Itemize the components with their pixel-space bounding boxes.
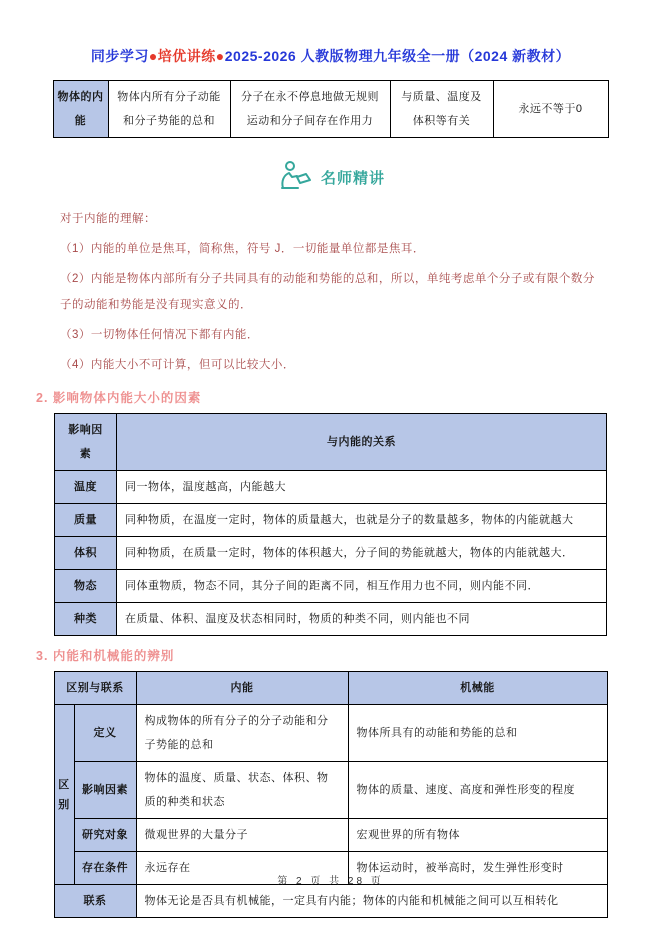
- table-header-row: [55, 414, 607, 471]
- internal-energy-cell: 永远存在: [136, 852, 348, 885]
- factor-label: 种类: [55, 603, 117, 636]
- table-row: [55, 537, 607, 570]
- notes-item-1: （1）内能的单位是焦耳，简称焦，符号 J．一切能量单位都是焦耳．: [60, 243, 425, 255]
- table-row: [53, 81, 608, 138]
- compare-header-cell: 区别与联系: [54, 672, 136, 705]
- title-segment-red: ●培优讲练●: [148, 48, 225, 64]
- summary-row-label: 物体的内能: [53, 81, 108, 138]
- factor-label: 质量: [55, 504, 117, 537]
- section-2-heading: 2. 影响物体内能大小的因素: [36, 391, 202, 405]
- mechanical-energy-header-cell: 机械能: [348, 672, 607, 705]
- page-number-footer: 第 2 页 共 28 页: [277, 876, 384, 887]
- influence-factors-table: [54, 413, 607, 636]
- notes-intro: 对于内能的理解：: [60, 213, 156, 225]
- section-3-heading: 3. 内能和机械能的辨别: [36, 649, 175, 663]
- internal-energy-cell: 物体的温度、质量、状态、体积、物质的种类和状态: [136, 762, 348, 819]
- document-header-title: [0, 0, 661, 66]
- compare-row-label: 定义: [74, 705, 136, 762]
- understanding-notes: [60, 206, 605, 378]
- mechanical-energy-cell: 物体的质量、速度、高度和弹性形变的程度: [348, 762, 607, 819]
- notes-item-4: （4）内能大小不可计算，但可以比较大小．: [60, 359, 295, 371]
- factor-label: 物态: [55, 570, 117, 603]
- factor-label: 温度: [55, 471, 117, 504]
- difference-group-label: 区别: [54, 705, 74, 885]
- table-row: [55, 603, 607, 636]
- teacher-lecture-badge: [0, 160, 661, 194]
- factor-text: 同一物体，温度越高，内能越大: [117, 471, 607, 504]
- summary-cell-definition: 物体内所有分子动能和分子势能的总和: [108, 81, 230, 138]
- mechanical-energy-cell: 物体所具有的动能和势能的总和: [348, 705, 607, 762]
- factor-text: 同体重物质，物态不同，其分子间的距离不同，相互作用力也不同，则内能不同．: [117, 570, 607, 603]
- table-header-row: [54, 672, 607, 705]
- notes-item-2: （2）内能是物体内部所有分子共同具有的动能和势能的总和，所以，单纯考虑单个分子或有限个数分子的动能和势能是没有现实意义的．: [60, 273, 595, 311]
- table-row: [55, 504, 607, 537]
- internal-energy-cell: 微观世界的大量分子: [136, 819, 348, 852]
- summary-cell-factors: 与质量、温度及体积等有关: [390, 81, 493, 138]
- teacher-lecture-label: 名师精讲: [320, 169, 385, 187]
- link-row-text: 物体无论是否具有机械能，一定具有内能；物体的内能和机械能之间可以互相转化: [136, 885, 607, 918]
- table-row: [55, 471, 607, 504]
- table-row: [54, 705, 607, 762]
- relation-header-cell: 与内能的关系: [117, 414, 607, 471]
- title-segment-blue: 同步学习: [90, 48, 149, 64]
- title-segment-blue2: 2025-2026 人教版物理九年级全一册（2024 新教材）: [224, 48, 571, 64]
- compare-row-label: 存在条件: [74, 852, 136, 885]
- internal-energy-summary-table: [53, 80, 609, 138]
- compare-row-label: 研究对象: [74, 819, 136, 852]
- mechanical-energy-cell: 宏观世界的所有物体: [348, 819, 607, 852]
- table-row: [55, 570, 607, 603]
- table-row: [54, 762, 607, 819]
- summary-cell-value: 永远不等于0: [493, 81, 608, 138]
- internal-energy-header-cell: 内能: [136, 672, 348, 705]
- factor-label: 体积: [55, 537, 117, 570]
- table-row: [54, 819, 607, 852]
- factor-text: 同种物质，在质量一定时，物体的体积越大，分子间的势能就越大，物体的内能就越大．: [117, 537, 607, 570]
- notes-item-3: （3）一切物体任何情况下都有内能．: [60, 329, 259, 341]
- factor-text: 在质量、体积、温度及状态相同时，物质的种类不同，则内能也不同: [117, 603, 607, 636]
- summary-cell-cause: 分子在永不停息地做无规则运动和分子间存在作用力: [230, 81, 390, 138]
- compare-row-label: 影响因素: [74, 762, 136, 819]
- mechanical-energy-cell: 物体运动时，被举高时，发生弹性形变时: [348, 852, 607, 885]
- link-row-label: 联系: [54, 885, 136, 918]
- factor-text: 同种物质，在温度一定时，物体的质量越大，也就是分子的数量越多，物体的内能就越大: [117, 504, 607, 537]
- teacher-lecture-icon: [276, 160, 312, 194]
- factor-header-cell: 影响因素: [55, 414, 117, 471]
- internal-energy-cell: 构成物体的所有分子的分子动能和分子势能的总和: [136, 705, 348, 762]
- table-row: [54, 885, 607, 918]
